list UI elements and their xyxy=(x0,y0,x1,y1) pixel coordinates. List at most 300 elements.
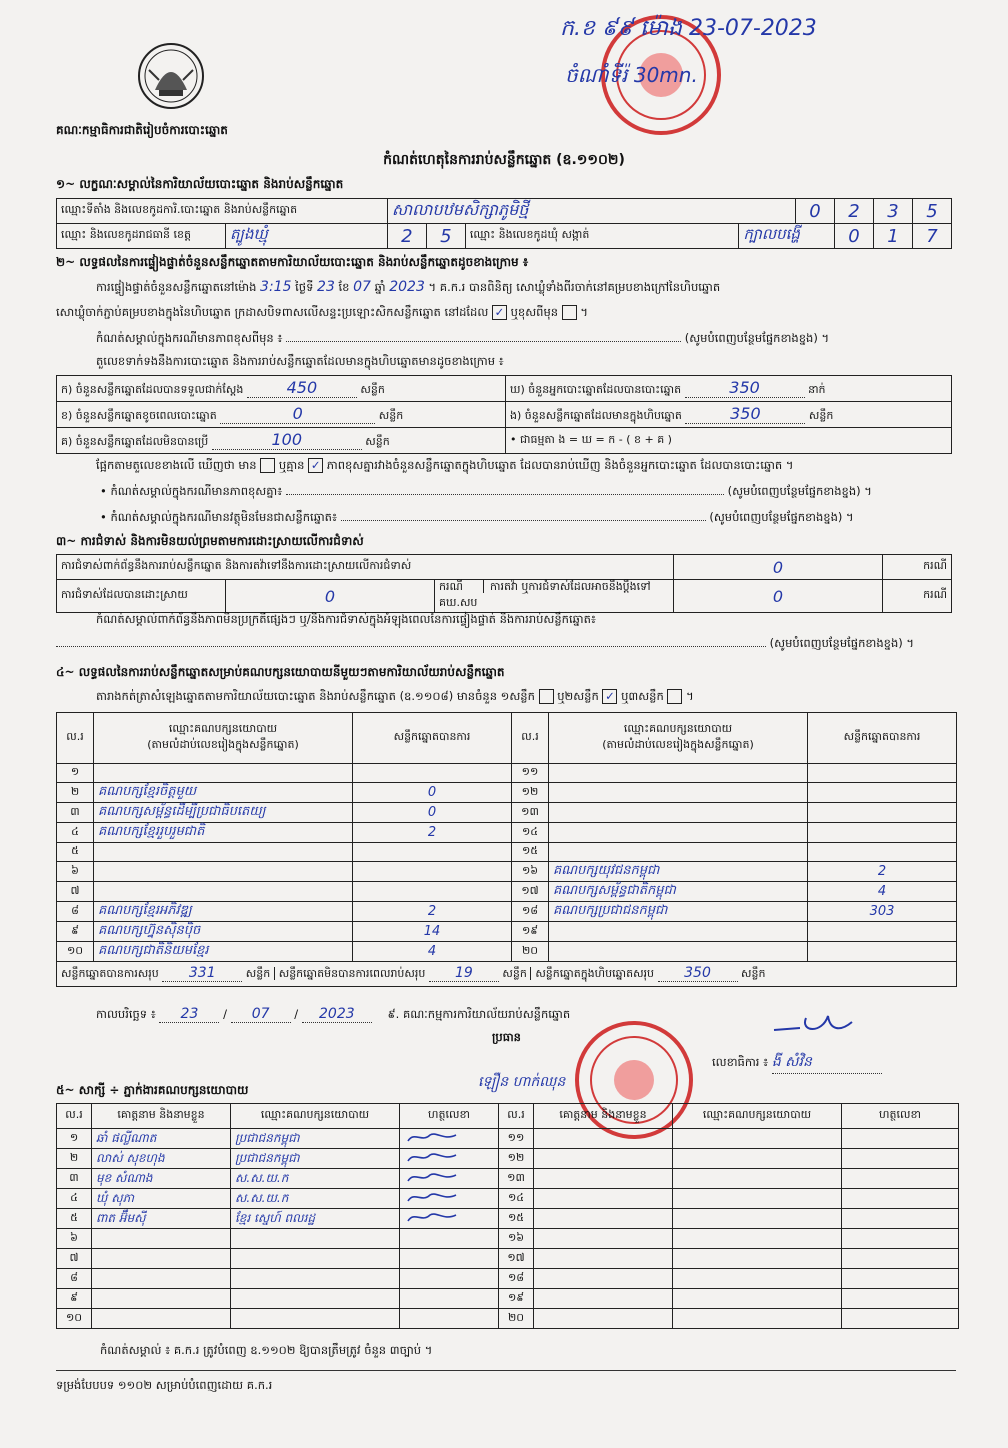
agent-name xyxy=(534,1249,673,1269)
agent-name xyxy=(534,1269,673,1289)
col-party-title: ឈ្មោះគណបក្សនយោបាយ xyxy=(168,722,278,735)
signature-scribble-icon xyxy=(404,1209,464,1225)
agent-row xyxy=(57,1249,959,1269)
agent-signature xyxy=(842,1269,959,1289)
changed-checkbox[interactable] xyxy=(562,305,577,320)
handwritten-receipt-time: ចំណាំទីរ៉ 30mn. xyxy=(565,63,698,87)
col-agent-party: ឈ្មោះគណបក្សនយោបាយ xyxy=(231,1104,400,1129)
agent-party xyxy=(673,1229,842,1249)
station-value: សាលាបឋមសិក្សាភូមិថ្មី xyxy=(387,199,795,224)
signature-scribble-icon xyxy=(404,1129,464,1145)
foreign-object-field[interactable] xyxy=(341,520,706,521)
unchanged-checkbox[interactable]: ✓ xyxy=(492,305,507,320)
difference-note-line xyxy=(96,331,829,348)
party-number: ២ xyxy=(57,783,94,803)
col-no: ល.រ xyxy=(57,1104,92,1129)
agent-party xyxy=(231,1309,400,1329)
party-votes xyxy=(353,764,512,783)
irregularity-note-line xyxy=(56,636,914,653)
party-votes xyxy=(808,843,957,862)
col-no: ល.រ xyxy=(57,713,94,764)
agent-party xyxy=(673,1129,842,1149)
two-sheets-checkbox[interactable]: ✓ xyxy=(602,689,617,704)
objections-label: ការជំទាស់ពាក់ព័ន្ធនឹងការរាប់សន្លឹកឆ្នោត និងការតវ៉ាទៅនឹងការដោះស្រាយលើការជំទាស់ xyxy=(57,555,674,580)
agent-party xyxy=(673,1189,842,1209)
box-ballots-label: ង) ចំនួនសន្លឹកឆ្នោតដែលមានក្នុងហិបឆ្នោត xyxy=(510,409,682,422)
difference-note-label: កំណត់សម្គាល់ក្នុងករណីមានភាពខុសពីមុន ៖ xyxy=(96,331,283,345)
unit: សន្លឹក xyxy=(741,967,766,980)
agent-party: ប្រជាជនកម្ពុជា xyxy=(231,1149,400,1169)
agent-number: ១៤ xyxy=(499,1189,534,1209)
party-name: គណបក្សខ្មែរចិត្តមួយ xyxy=(94,783,353,803)
total-box-label: សន្លឹកឆ្នោតក្នុងហិបឆ្នោតសរុប xyxy=(530,967,654,980)
total-box-value: 350 xyxy=(658,965,738,982)
three-sheets-checkbox[interactable] xyxy=(667,689,682,704)
voters-label: ឃ) ចំនួនអ្នកបោះឆ្នោតដែលបានបោះឆ្នោត xyxy=(510,383,682,396)
date-label: កាលបរិច្ឆេទ ៖ xyxy=(96,1007,156,1021)
signature-scribble-icon xyxy=(404,1189,464,1205)
commune-code-digit: 7 xyxy=(913,224,952,249)
agent-number: ១០ xyxy=(57,1309,92,1329)
agent-number: ១១ xyxy=(499,1129,534,1149)
seal-status-line: សោឃ្លុំចាក់ភ្ជាប់គម្របខាងក្នុងនៃហិបឆ្នោត ក្រដាសបិទពាសលើសន្ទះប្រឡោះសិកសន្លឹកឆ្នោត នៅដដែល ✓ ឬខុសពីមុន ។ xyxy=(56,305,588,319)
result-row xyxy=(57,862,957,882)
case-unit: ករណី xyxy=(883,580,952,613)
committee-emblem-icon xyxy=(135,40,207,112)
agent-signature xyxy=(842,1309,959,1329)
irregularity-note-label: កំណត់សម្គាល់ពាក់ព័ន្ធនឹងភាពមិនប្រក្រតីផ្សេងៗ ឬ/និងការជំទាស់ក្នុងអំឡុងពេលនៃការផ្ទៀងផ្ទាត់ និងការរាប់សន្លឹកឆ្នោត៖ xyxy=(96,612,596,626)
party-name: គណបក្សសម្ព័ន្ធដើម្បីប្រជាធិបតេយ្យ xyxy=(94,803,353,823)
agent-name xyxy=(92,1289,231,1309)
result-row xyxy=(57,803,957,823)
fill-back-note: (សូមបំពេញបន្ថែមផ្នែកខាងខ្នង) ។ xyxy=(769,636,914,650)
verification-month: 07 xyxy=(353,279,371,295)
fill-back-note: (សូមបំពេញបន្ថែមផ្នែកខាងខ្នង) ។ xyxy=(684,331,830,345)
received-ballots-value: 450 xyxy=(247,378,357,398)
agent-party xyxy=(673,1289,842,1309)
party-number: ៤ xyxy=(57,823,94,843)
changed-label: ឬខុសពីមុន xyxy=(510,305,559,319)
resolved-label: ការជំទាស់ដែលបានដោះស្រាយ xyxy=(57,580,226,613)
agent-number: ៣ xyxy=(57,1169,92,1189)
agent-number: ៩ xyxy=(57,1289,92,1309)
party-results-table xyxy=(56,712,957,987)
province-label: ឈ្មោះ និងលេខកូដរាជធានី ខេត្ត xyxy=(57,224,226,249)
verification-text: ការផ្ទៀងផ្ទាត់ចំនួនសន្លឹកឆ្នោតនៅម៉ោង xyxy=(96,280,257,294)
discrepancy-text: ឬគ្មាន xyxy=(278,458,305,472)
verification-time: 3:15 xyxy=(260,279,292,295)
agent-name xyxy=(534,1169,673,1189)
date-month: 07 xyxy=(231,1006,291,1023)
agent-signature xyxy=(842,1229,959,1249)
agent-name xyxy=(92,1309,231,1329)
foreign-object-bullet xyxy=(100,510,854,527)
party-votes: 2 xyxy=(353,823,512,843)
discrepancy-text: ភាពខុសគ្នារវាងចំនួនសន្លឹកឆ្នោតក្នុងហិបឆ្នោត ដែលបានរាប់ឃើញ និងចំនួនអ្នកបោះឆ្នោត ដែលបានបោះឆ្នោត ។ xyxy=(326,458,794,472)
agent-name: មុខ សំណាង xyxy=(92,1169,231,1189)
party-name xyxy=(549,823,808,843)
agent-number: ១៦ xyxy=(499,1229,534,1249)
agent-row xyxy=(57,1129,959,1149)
unused-ballots-label: គ) ចំនួនសន្លឹកឆ្នោតដែលមិនបានប្រើ xyxy=(61,435,209,448)
signature-scribble-icon xyxy=(404,1149,464,1165)
party-votes xyxy=(808,942,957,962)
agent-party xyxy=(673,1269,842,1289)
totals-row xyxy=(57,962,957,987)
party-number: ១៣ xyxy=(512,803,549,823)
agent-name xyxy=(92,1269,231,1289)
party-number: ៨ xyxy=(57,902,94,922)
station-code-digit: 0 xyxy=(796,199,835,224)
chairman-label: ប្រធាន xyxy=(492,1030,521,1044)
agent-signature xyxy=(400,1289,499,1309)
station-code-digit: 2 xyxy=(835,199,874,224)
agent-signature xyxy=(400,1309,499,1329)
station-label: ឈ្មោះទីតាំង និងលេខកូដការិ.បោះឆ្នោត និងរាប់សន្លឹកឆ្នោត xyxy=(57,199,388,224)
agent-party xyxy=(231,1269,400,1289)
agent-party xyxy=(673,1249,842,1269)
party-agents-table xyxy=(56,1103,959,1329)
party-name xyxy=(94,764,353,783)
agent-signature xyxy=(400,1209,499,1229)
col-no: ល.រ xyxy=(512,713,549,764)
secretary-label: លេខាធិការ ៖ xyxy=(712,1055,769,1069)
agent-number: ១៥ xyxy=(499,1209,534,1229)
form-footer: ទម្រង់បែបបទ ១១០២ សម្រាប់បំពេញដោយ គ.ក.រ xyxy=(56,1378,273,1392)
divider xyxy=(56,1370,956,1371)
result-row xyxy=(57,843,957,862)
col-votes: សន្លឹកឆ្នោតបានការ xyxy=(353,713,512,764)
agent-signature xyxy=(400,1189,499,1209)
one-sheet-checkbox[interactable] xyxy=(539,689,554,704)
col-party-sub: (តាមលំដាប់លេខរៀងក្នុងសន្លឹកឆ្នោត) xyxy=(602,738,754,751)
completion-note: កំណត់សម្គាល់ ៖ គ.ក.រ ត្រូវបំពេញ ឧ.១១០២ ឱ្យបានត្រឹមត្រូវ ចំនួន ៣ច្បាប់ ។ xyxy=(100,1343,433,1357)
agent-name: ឆាំ ផល្លីណាត xyxy=(92,1129,231,1149)
party-votes xyxy=(353,862,512,882)
agent-number: ៧ xyxy=(57,1249,92,1269)
party-number: ៩ xyxy=(57,922,94,942)
party-name xyxy=(94,843,353,862)
party-votes: 4 xyxy=(353,942,512,962)
province-code-digit: 2 xyxy=(387,224,426,249)
appeal-cell xyxy=(435,580,674,613)
agent-row xyxy=(57,1309,959,1329)
party-votes xyxy=(808,803,957,823)
col-no: ល.រ xyxy=(499,1104,534,1129)
party-votes: 303 xyxy=(808,902,957,922)
agent-party xyxy=(231,1249,400,1269)
spoiled-ballots-row xyxy=(57,402,506,428)
party-name xyxy=(94,862,353,882)
agent-signature xyxy=(400,1229,499,1249)
party-votes xyxy=(808,823,957,843)
agent-number: ១ xyxy=(57,1129,92,1149)
col-signature: ហត្ថលេខា xyxy=(400,1104,499,1129)
section1-heading: ១~ លក្ខណៈសម្គាល់នៃការិយាល័យបោះឆ្នោត និងរាប់សន្លឹកឆ្នោត xyxy=(56,177,344,191)
agent-row xyxy=(57,1169,959,1189)
party-votes xyxy=(808,783,957,803)
verification-day: 23 xyxy=(317,279,335,295)
agent-number: ១៣ xyxy=(499,1169,534,1189)
date-year: 2023 xyxy=(302,1006,372,1023)
fill-back-note: (សូមបំពេញបន្ថែមផ្នែកខាងខ្នង) ។ xyxy=(727,484,872,498)
unused-ballots-row xyxy=(57,428,506,454)
unit: សន្លឹក xyxy=(245,967,271,980)
col-party xyxy=(549,713,808,764)
agent-party xyxy=(673,1309,842,1329)
agent-row xyxy=(57,1269,959,1289)
unused-ballots-value: 100 xyxy=(212,430,362,450)
agent-name xyxy=(534,1129,673,1149)
total-invalid-label: សន្លឹកឆ្នោតមិនបានការពេលរាប់សរុប xyxy=(274,967,426,980)
party-number: ១៧ xyxy=(512,882,549,902)
unit: នាក់ xyxy=(808,383,826,396)
party-name xyxy=(549,764,808,783)
agent-signature xyxy=(842,1169,959,1189)
party-name xyxy=(549,803,808,823)
agent-row xyxy=(57,1189,959,1209)
commune-label: ឈ្មោះ និងលេខកូដឃុំ សង្កាត់ xyxy=(465,224,738,249)
party-name: គណបក្សហ្វ៊ុនស៊ិនប៉ិច xyxy=(94,922,353,942)
objections-value: 0 xyxy=(674,555,883,580)
party-number: ៦ xyxy=(57,862,94,882)
date-line: កាលបរិច្ឆេទ ៖ 23 / 07 / 2023 ៩. គណៈកម្មការការិយាល័យរាប់សន្លឹកឆ្នោត xyxy=(96,1006,571,1022)
agent-party: ស.ស.យ.ក xyxy=(231,1169,400,1189)
party-number: ១២ xyxy=(512,783,549,803)
party-votes: 2 xyxy=(353,902,512,922)
formula: • ជាធម្មតា ង = ឃ = ក - ( ខ + គ ) xyxy=(506,428,952,454)
discrepancy-text: ផ្អែកតាមតួលេខខាងលើ ឃើញថា មាន xyxy=(96,458,257,472)
voters-value: 350 xyxy=(685,378,805,398)
committee-name: គណៈកម្មាធិការជាតិរៀបចំការបោះឆ្នោត xyxy=(56,123,228,137)
party-name xyxy=(549,843,808,862)
party-number: ១១ xyxy=(512,764,549,783)
objections-table xyxy=(56,554,952,613)
col-agent-party: ឈ្មោះគណបក្សនយោបាយ xyxy=(673,1104,842,1129)
party-name: គណបក្សជាតិនិយមខ្មែរ xyxy=(94,942,353,962)
party-number: ២០ xyxy=(512,942,549,962)
party-votes: 0 xyxy=(353,783,512,803)
verification-text: ឆ្នាំ xyxy=(374,280,386,294)
difference-bullet xyxy=(100,484,872,501)
commune-code-digit: 0 xyxy=(835,224,874,249)
irregularity-note-field[interactable] xyxy=(56,646,766,647)
case-unit: ករណី xyxy=(439,580,463,593)
secretary-line xyxy=(712,1052,882,1074)
agent-row xyxy=(57,1289,959,1309)
tally-sheets-text: ឬ៣សន្លឹក xyxy=(621,689,664,703)
agent-name: លាស់ សុខហុង xyxy=(92,1149,231,1169)
unit: សន្លឹក xyxy=(502,967,527,980)
foreign-object-label: • កំណត់សម្គាល់ក្នុងករណីមានវត្ថុមិនមែនជាសន្លឹកឆ្នោត៖ xyxy=(100,510,338,524)
agent-signature xyxy=(842,1149,959,1169)
agent-signature xyxy=(400,1169,499,1189)
party-votes xyxy=(353,882,512,902)
agent-name xyxy=(534,1189,673,1209)
party-votes: 2 xyxy=(808,862,957,882)
province-value: ត្បូងឃ្មុំ xyxy=(226,224,388,249)
verification-year: 2023 xyxy=(389,279,425,295)
col-agent-name: គោត្តនាម និងនាមខ្លួន xyxy=(534,1104,673,1129)
agent-number: ១៩ xyxy=(499,1289,534,1309)
party-number: ១០ xyxy=(57,942,94,962)
agent-number: ៦ xyxy=(57,1229,92,1249)
no-difference-checkbox[interactable]: ✓ xyxy=(308,458,323,473)
agent-number: ៥ xyxy=(57,1209,92,1229)
verification-text: ។ គ.ក.រ បានពិនិត្យ សោឃ្លុំទាំងពីរចាក់នៅគម្របខាងក្រៅនៃហិបឆ្នោត xyxy=(428,280,721,294)
resolved-value: 0 xyxy=(226,580,435,613)
party-number: ៣ xyxy=(57,803,94,823)
party-number: ៥ xyxy=(57,843,94,862)
agent-signature xyxy=(842,1189,959,1209)
has-difference-checkbox[interactable] xyxy=(260,458,275,473)
agent-signature xyxy=(400,1129,499,1149)
commune-value: ក្បាលបង្ហើ xyxy=(739,224,835,249)
party-votes: 4 xyxy=(808,882,957,902)
result-row xyxy=(57,882,957,902)
col-votes: សន្លឹកឆ្នោតបានការ xyxy=(808,713,957,764)
received-ballots-row xyxy=(57,376,506,402)
tally-sheets-text: ឬ២សន្លឹក xyxy=(557,689,599,703)
document-title: កំណត់ហេតុនៃការរាប់សន្លឹកឆ្នោត (ឧ.១១០២) xyxy=(383,152,625,168)
agent-name xyxy=(534,1229,673,1249)
agent-signature xyxy=(400,1149,499,1169)
party-votes: 0 xyxy=(353,803,512,823)
col-party xyxy=(94,713,353,764)
agent-party xyxy=(673,1149,842,1169)
commune-code-digit: 1 xyxy=(874,224,913,249)
col-party-sub: (តាមលំដាប់លេខរៀងក្នុងសន្លឹកឆ្នោត) xyxy=(147,738,299,751)
unit: សន្លឹក xyxy=(365,435,390,448)
total-valid-value: 331 xyxy=(162,965,242,982)
party-name xyxy=(549,922,808,942)
agent-number: ២០ xyxy=(499,1309,534,1329)
box-ballots-row xyxy=(506,402,952,428)
verification-text: ខែ xyxy=(338,280,350,294)
party-name xyxy=(549,783,808,803)
agent-number: ៤ xyxy=(57,1189,92,1209)
voters-row xyxy=(506,376,952,402)
agent-name: ពាត អ៊ឹមស៊ី xyxy=(92,1209,231,1229)
agent-signature xyxy=(842,1129,959,1149)
result-row xyxy=(57,942,957,962)
agent-number: ១៨ xyxy=(499,1269,534,1289)
result-row xyxy=(57,902,957,922)
party-number: ៧ xyxy=(57,882,94,902)
section2-heading: ២~ លទ្ធផលនៃការផ្ទៀងផ្ទាត់ចំនួនសន្លឹកឆ្នោតតាមការិយាល័យបោះឆ្នោត និងរាប់សន្លឹកឆ្នោតដូចខាងក្រោម ៖ xyxy=(56,255,529,269)
appeal-label: ការតវ៉ា ឬការជំទាស់ដែលអាចនឹងប្តឹងទៅ គឃ.សប xyxy=(439,580,651,609)
secretary-name: ងី សំវិន xyxy=(772,1052,882,1074)
agent-party xyxy=(673,1209,842,1229)
verification-text: ថ្ងៃទី xyxy=(295,280,314,294)
party-votes: 14 xyxy=(353,922,512,942)
secretary-signature-icon xyxy=(770,1008,860,1038)
party-name xyxy=(549,942,808,962)
section4-heading: ៤~ លទ្ធផលនៃការរាប់សន្លឹកឆ្នោតសម្រាប់គណបក្សនយោបាយនីមួយៗតាមការិយាល័យរាប់សន្លឹកឆ្នោត xyxy=(56,665,505,679)
agent-row xyxy=(57,1229,959,1249)
section3-heading: ៣~ ការជំទាស់ និងការមិនយល់ព្រមតាមការដោះស្រាយលើការជំទាស់ xyxy=(56,534,364,548)
party-number: ១៦ xyxy=(512,862,549,882)
unit: សន្លឹក xyxy=(360,383,385,396)
handwritten-receipt-date: ក.ខ ៩៩ ម៉ោង 23-07-2023 xyxy=(560,16,817,41)
discrepancy-line xyxy=(96,458,956,475)
chairman-name: ឡឿន ហាក់ឈុន xyxy=(478,1074,566,1090)
received-ballots-label: ក) ចំនួនសន្លឹកឆ្នោតដែលបានទទួលជាក់ស្តែង xyxy=(61,383,244,396)
figures-intro: តួលេខទាក់ទងនឹងការបោះឆ្នោត និងការរាប់សន្លឹកឆ្នោតដែលមានក្នុងហិបឆ្នោតមានដូចខាងក្រោម ៖ xyxy=(96,354,504,368)
box-ballots-value: 350 xyxy=(685,404,805,424)
agent-party xyxy=(231,1289,400,1309)
signature-scribble-icon xyxy=(404,1169,464,1185)
unit: សន្លឹក xyxy=(808,409,834,422)
province-code-digit: 5 xyxy=(426,224,465,249)
total-valid-label: សន្លឹកឆ្នោតបានការសរុប xyxy=(61,967,159,980)
agent-party: ស.ស.យ.ក xyxy=(231,1189,400,1209)
col-party-title: ឈ្មោះគណបក្សនយោបាយ xyxy=(623,722,733,735)
appeal-value: 0 xyxy=(674,580,883,613)
case-unit: ករណី xyxy=(883,555,952,580)
party-number: ១៥ xyxy=(512,843,549,862)
party-number: ១៤ xyxy=(512,823,549,843)
station-info-table xyxy=(56,198,952,249)
party-votes xyxy=(808,764,957,783)
party-name: គណបក្សសម្ព័ន្ធជាតិកម្ពុជា xyxy=(549,882,808,902)
col-agent-name: គោត្តនាម និងនាមខ្លួន xyxy=(92,1104,231,1129)
agent-name xyxy=(534,1309,673,1329)
agent-number: ២ xyxy=(57,1149,92,1169)
agent-name: ឃុំ សុភា xyxy=(92,1189,231,1209)
ballot-count-table xyxy=(56,375,952,454)
agent-signature xyxy=(842,1209,959,1229)
agent-number: ៨ xyxy=(57,1269,92,1289)
verification-time-line xyxy=(96,279,956,297)
unit: សន្លឹក xyxy=(378,409,404,422)
counting-committee-label: ៩. គណៈកម្មការការិយាល័យរាប់សន្លឹកឆ្នោត xyxy=(387,1007,571,1021)
agent-name xyxy=(534,1149,673,1169)
agent-signature xyxy=(842,1289,959,1309)
party-number: ១ xyxy=(57,764,94,783)
station-code-digit: 5 xyxy=(913,199,952,224)
agent-number: ១៧ xyxy=(499,1249,534,1269)
party-name: គណបក្សខ្មែរអភិវឌ្ឍ xyxy=(94,902,353,922)
tally-sheets-text: តារាងកត់ត្រាសំឡេងឆ្នោតតាមការិយាល័យបោះឆ្នោត និងរាប់សន្លឹកឆ្នោត (ឧ.១១០៨) មានចំនួន ១សន្លឹក xyxy=(96,689,535,703)
tally-sheets-line: តារាងកត់ត្រាសំឡេងឆ្នោតតាមការិយាល័យបោះឆ្នោត និងរាប់សន្លឹកឆ្នោត (ឧ.១១០៨) មានចំនួន ១សន្លឹក ឬ២សន្លឹក ✓ ឬ៣សន្លឹក ។ xyxy=(96,689,694,703)
agent-name xyxy=(92,1249,231,1269)
difference-bullet-label: • កំណត់សម្គាល់ក្នុងករណីមានភាពខុសគ្នា៖ xyxy=(100,484,283,498)
result-row xyxy=(57,823,957,843)
station-code-digit: 3 xyxy=(874,199,913,224)
agent-signature xyxy=(400,1249,499,1269)
agent-name xyxy=(534,1209,673,1229)
date-day: 23 xyxy=(159,1006,219,1023)
section5-heading: ៥~ សាក្សី ÷ ភ្នាក់ងារគណបក្សនយោបាយ xyxy=(56,1083,249,1097)
fill-back-note: (សូមបំពេញបន្ថែមផ្នែកខាងខ្នង) ។ xyxy=(709,510,854,524)
difference-bullet-field[interactable] xyxy=(286,494,724,495)
agent-signature xyxy=(842,1249,959,1269)
col-signature: ហត្ថលេខា xyxy=(842,1104,959,1129)
agent-signature xyxy=(400,1269,499,1289)
result-row xyxy=(57,783,957,803)
party-name xyxy=(94,882,353,902)
agent-row xyxy=(57,1149,959,1169)
difference-note-field[interactable] xyxy=(286,341,681,342)
seal-status-text: សោឃ្លុំចាក់ភ្ជាប់គម្របខាងក្នុងនៃហិបឆ្នោត ក្រដាសបិទពាសលើសន្ទះប្រឡោះសិកសន្លឹកឆ្នោត នៅដដែល xyxy=(56,305,489,319)
party-votes xyxy=(808,922,957,942)
agent-row xyxy=(57,1209,959,1229)
agent-party xyxy=(673,1169,842,1189)
agent-party: ប្រជាជនកម្ពុជា xyxy=(231,1129,400,1149)
result-row xyxy=(57,764,957,783)
result-row xyxy=(57,922,957,942)
